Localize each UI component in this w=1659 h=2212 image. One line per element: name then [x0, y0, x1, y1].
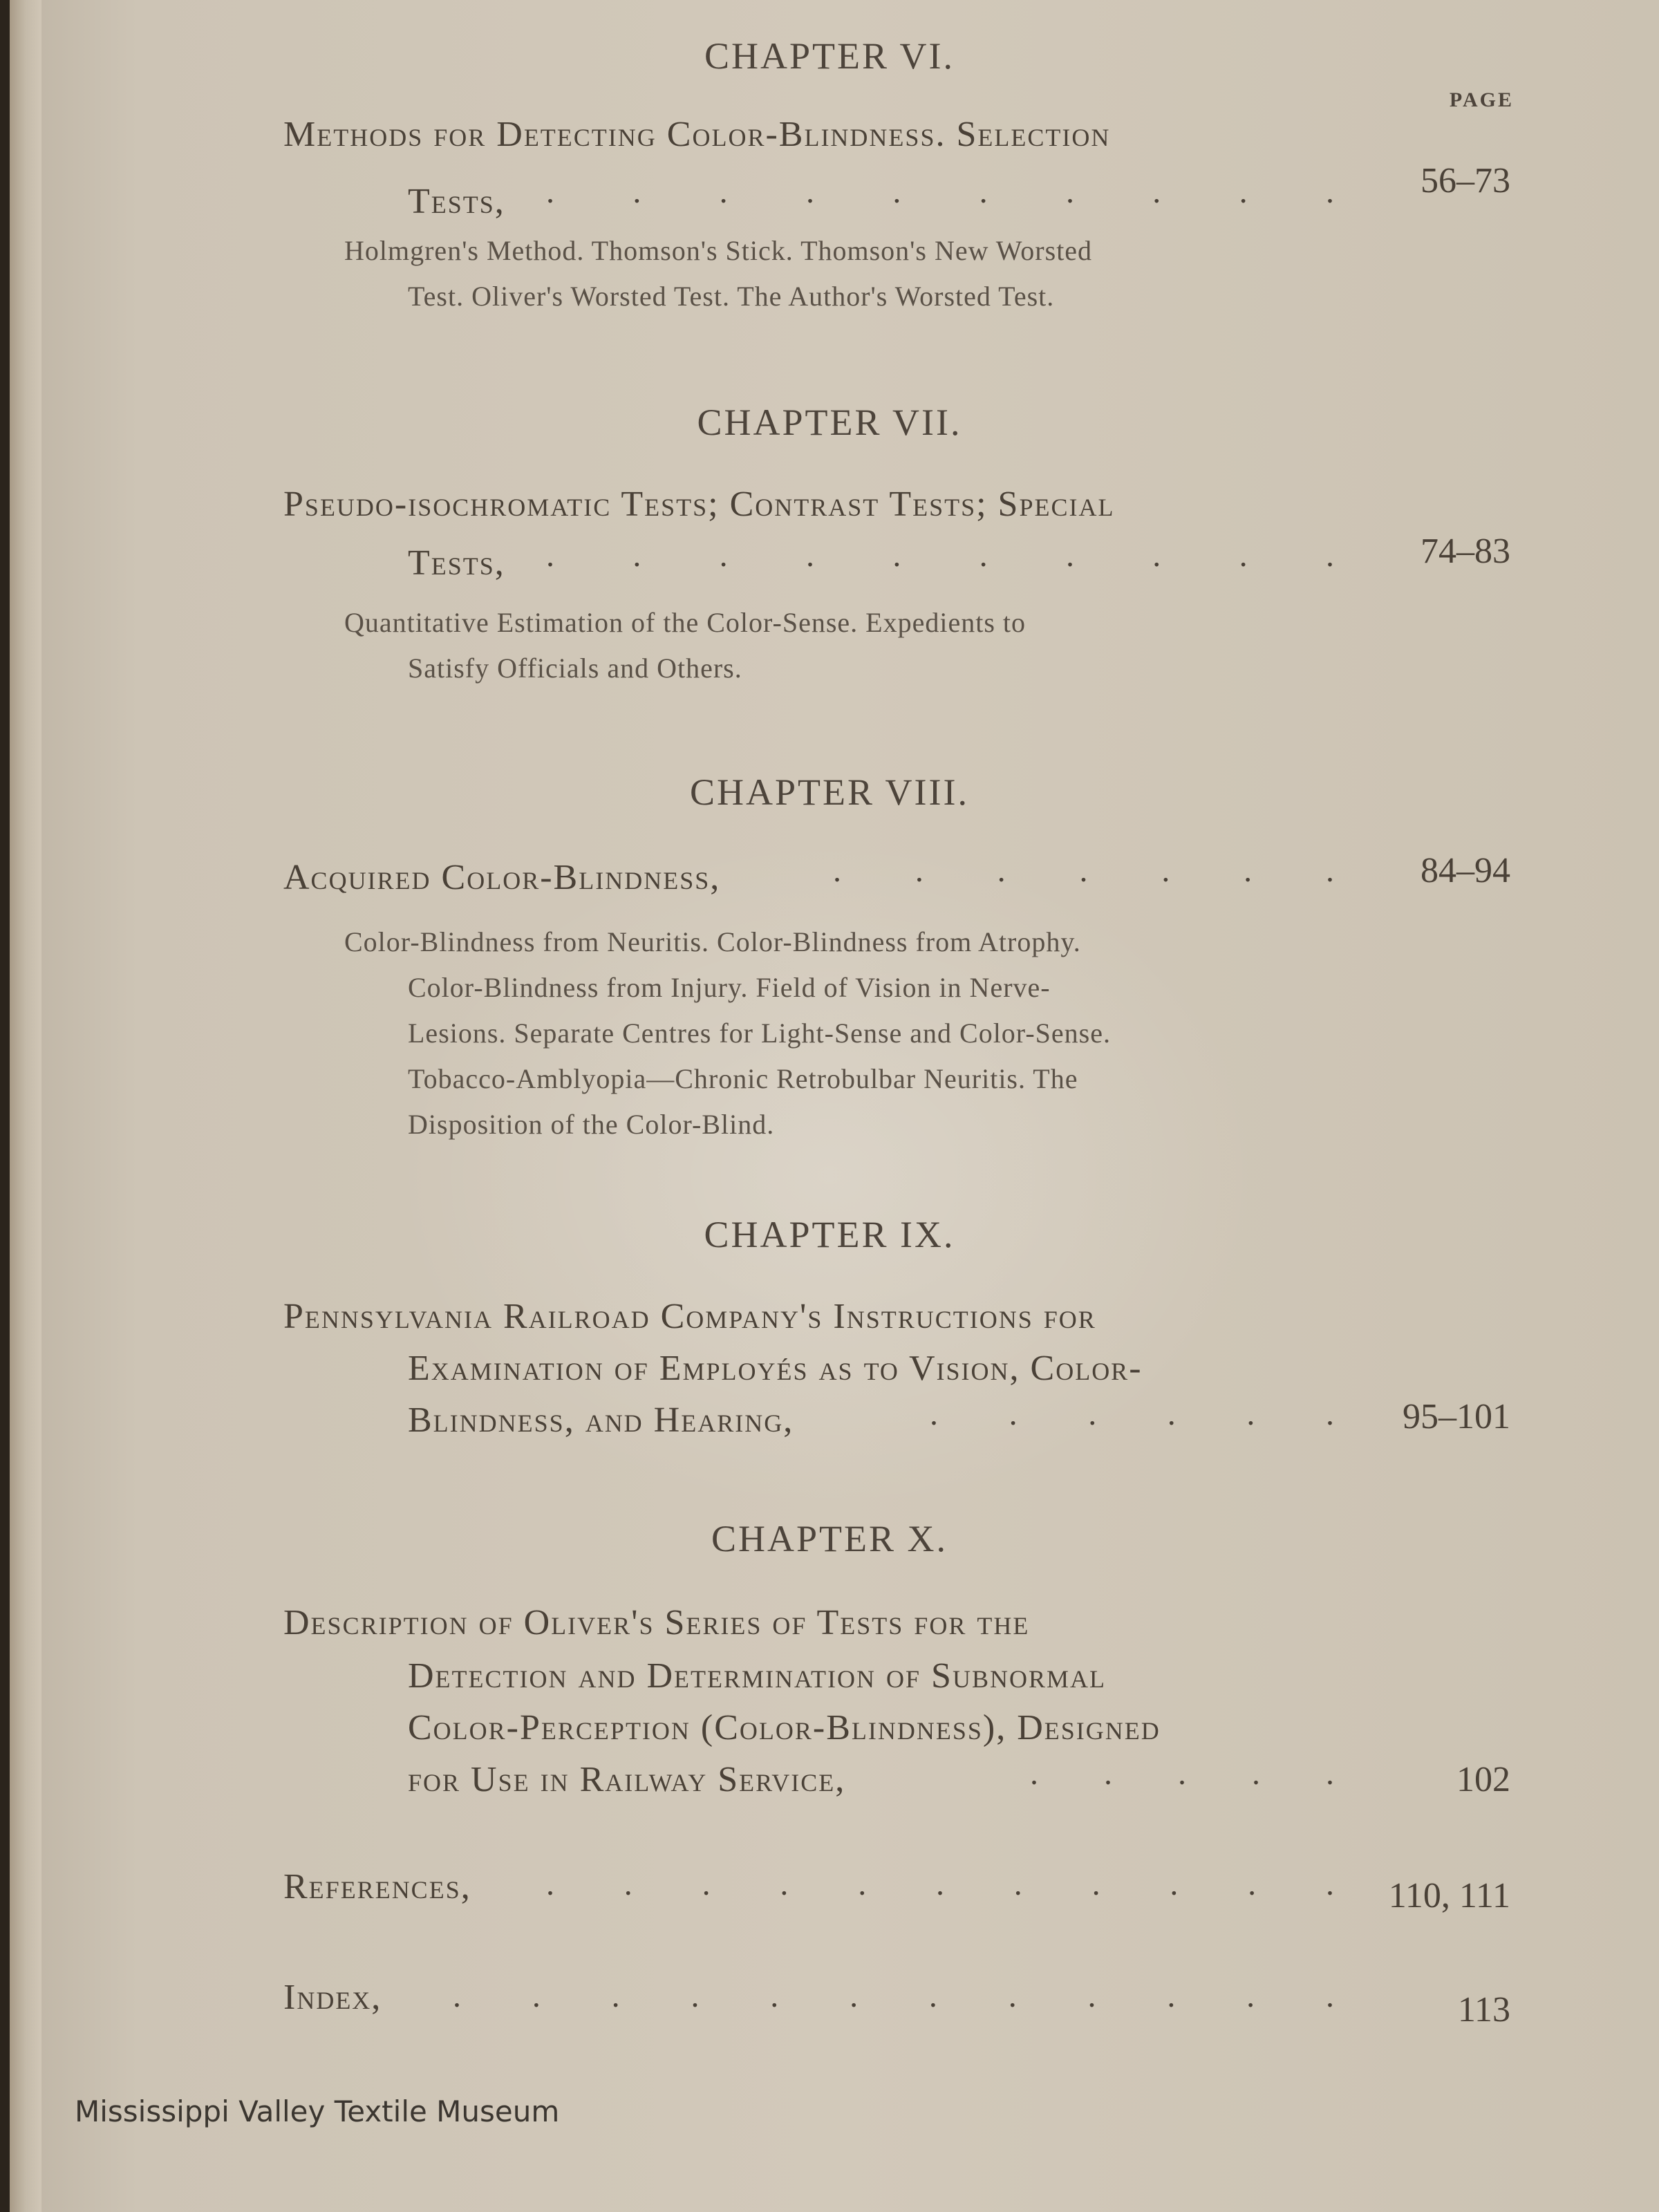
index-pages: 113	[1457, 1990, 1510, 2030]
chapter-title-line: Pseudo-isochromatic Tests; Contrast Tests; Special	[283, 485, 1115, 524]
chapter-summary	[344, 600, 1026, 691]
dot-leader: . . . . . . .	[833, 852, 1334, 889]
summary-line: Test. Oliver's Worsted Test. The Author's Worsted Test.	[408, 281, 1055, 312]
page-column-header: PAGE	[1449, 88, 1514, 111]
page-edge	[10, 0, 41, 2212]
references-title: References,	[283, 1867, 471, 1906]
chapter-summary	[344, 228, 1092, 319]
chapter-title-line: Detection and Determination of Subnormal	[408, 1656, 1106, 1696]
summary-line: Color-Blindness from Injury. Field of Vision in Nerve-	[408, 972, 1051, 1003]
chapter-title-line: Description of Oliver's Series of Tests for the	[283, 1603, 1030, 1642]
summary-line: Color-Blindness from Neuritis. Color-Blindness from Atrophy.	[344, 926, 1081, 957]
summary-line: Lesions. Separate Centres for Light-Sense and Color-Sense.	[408, 1018, 1111, 1049]
summary-line: Tobacco-Amblyopia—Chronic Retrobulbar Neuritis. The	[408, 1063, 1078, 1094]
summary-line: Quantitative Estimation of the Color-Sense. Expedients to	[344, 607, 1027, 638]
chapter-title-line: Color-Perception (Color-Blindness), Designed	[408, 1708, 1161, 1747]
page-range: 84–94	[1421, 851, 1510, 890]
dot-leader: . . . . . . . . . .	[546, 174, 1334, 210]
chapter-title-line: Methods for Detecting Color-Blindness. Selection	[283, 115, 1111, 154]
chapter-title-line: for Use in Railway Service,	[408, 1760, 846, 1799]
museum-watermark: Mississippi Valley Textile Museum	[75, 2094, 560, 2128]
book-spine	[0, 0, 10, 2212]
summary-line: Holmgren's Method. Thomson's Stick. Thomson's New Worsted	[344, 235, 1093, 266]
dot-leader: . . . . . .	[930, 1396, 1334, 1432]
dot-leader: . . . . . . . . . .	[546, 537, 1334, 574]
chapter-heading: CHAPTER VI.	[704, 35, 955, 77]
page-range: 56–73	[1421, 161, 1510, 200]
dot-leader: . . . . . . . . . . . .	[453, 1978, 1334, 2014]
chapter-title-line: Pennsylvania Railroad Company's Instructions for	[283, 1297, 1096, 1336]
chapter-summary	[344, 919, 1111, 1147]
chapter-heading: CHAPTER X.	[711, 1518, 948, 1559]
dot-leader: . . . . .	[1030, 1755, 1334, 1792]
chapter-title-line: Tests,	[408, 182, 505, 221]
page-range: 95–101	[1403, 1397, 1510, 1436]
chapter-heading: CHAPTER IX.	[704, 1214, 955, 1255]
chapter-heading: CHAPTER VIII.	[689, 771, 969, 813]
page-range: 102	[1456, 1760, 1510, 1799]
dot-leader: . . . . . . . . . . .	[546, 1866, 1334, 1902]
summary-line: Satisfy Officials and Others.	[408, 653, 742, 684]
summary-line: Disposition of the Color-Blind.	[408, 1109, 775, 1140]
chapter-heading: CHAPTER VII.	[697, 402, 962, 443]
page-range: 74–83	[1421, 532, 1510, 571]
index-title: Index,	[283, 1978, 382, 2017]
references-pages: 110, 111	[1388, 1876, 1510, 1915]
chapter-title-line: Blindness, and Hearing,	[408, 1400, 794, 1440]
chapter-title-line: Examination of Employés as to Vision, Color-	[408, 1349, 1143, 1388]
chapter-title-line: Acquired Color-Blindness,	[283, 858, 721, 897]
chapter-title-line: Tests,	[408, 543, 505, 583]
